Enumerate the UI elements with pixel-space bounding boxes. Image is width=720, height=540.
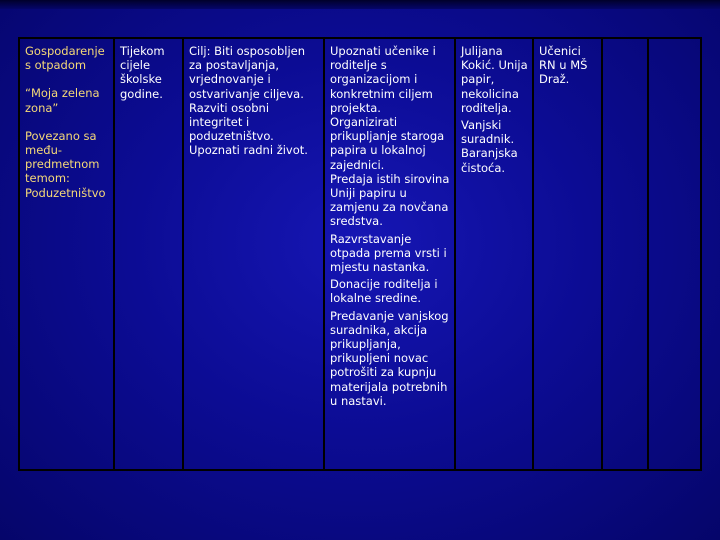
- activity-item: Predavanje vanjskog suradnika, akcija prikupljanja, prikupljeni novac potrošiti za kupnju materijala potrebnih u nastavi.: [330, 308, 449, 408]
- table-row: [19, 38, 701, 470]
- time-cell: [114, 38, 183, 470]
- activity-item: Donacije roditelja i lokalne sredine.: [330, 277, 438, 306]
- activity-item: Organizirati prikupljanje staroga papira u lokalnoj zajednici.: [330, 115, 445, 172]
- collaborators-text: Julijana Kokić. Unija papir, nekolicina roditelja.: [461, 44, 528, 115]
- related-topic: Povezano sa među-predmetnom temom: Poduzetništvo: [25, 128, 106, 200]
- topic-cell: [19, 38, 114, 470]
- goal-text: Cilj: Biti osposobljen za postavljanja, vrjednovanje i ostvarivanje ciljeva. Razviti osobni integritet i poduzetništvo. Upoznati radni život.: [189, 44, 308, 158]
- participants-text: Učenici RN u MŠ Draž.: [539, 44, 588, 87]
- topic-title: Gospodarenje s otpadom: [25, 44, 105, 73]
- empty-cell: [648, 38, 701, 470]
- activities-cell: [324, 38, 455, 470]
- top-border: [0, 0, 720, 9]
- empty-cell: [602, 38, 648, 470]
- activity-item: Predaja istih sirovina Uniji papiru u zamjenu za novčana sredstva.: [330, 171, 450, 229]
- collaborators-text: Vanjski suradnik. Baranjska čistoća.: [461, 118, 518, 175]
- goal-cell: [183, 38, 324, 470]
- activity-item: Razvrstavanje otpada prema vrsti i mjestu nastanka.: [330, 231, 447, 275]
- collaborators-cell: [455, 38, 533, 470]
- activity-table: [18, 37, 702, 471]
- participants-cell: [533, 38, 602, 470]
- project-name: “Moja zelena zona”: [25, 86, 100, 115]
- activity-item: Upoznati učenike i roditelje s organizacijom i konkretnim ciljem projekta.: [330, 44, 436, 115]
- time-text: Tijekom cijele školske godine.: [120, 44, 165, 101]
